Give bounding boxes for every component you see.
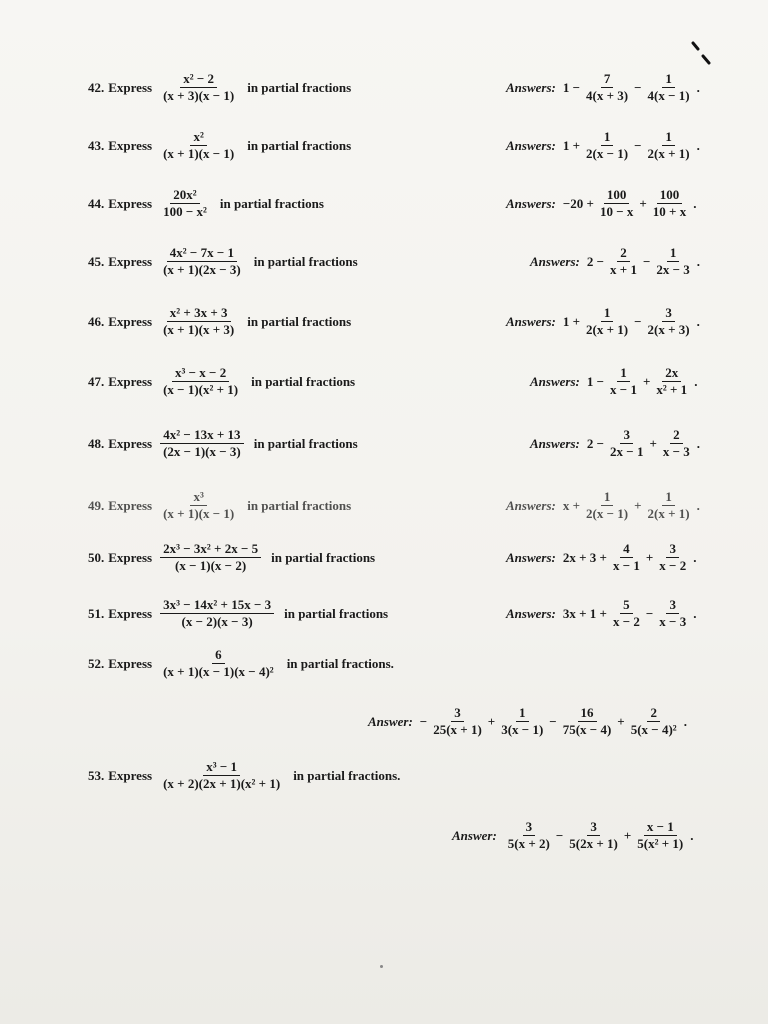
- problem-49: [88, 490, 351, 521]
- problem-suffix: in partial fractions: [251, 373, 356, 389]
- answer-fraction-numerator: 100: [604, 188, 630, 204]
- problem-fraction-numerator: x³ − 1: [203, 760, 240, 776]
- problem-number: 45.: [88, 253, 105, 269]
- answer-fraction-denominator: 2(x + 1): [647, 146, 690, 161]
- problem-fraction-denominator: 100 − x²: [163, 204, 207, 219]
- problem-50: [88, 542, 375, 573]
- problem-fraction-denominator: (2x − 1)(x − 3): [163, 444, 241, 459]
- express-word: Express: [108, 435, 153, 451]
- answer-fraction-denominator: 25(x + 1): [433, 722, 482, 737]
- answer-fraction-numerator: 3: [587, 820, 600, 836]
- answer-fraction-numerator: x − 1: [644, 820, 677, 836]
- answer-fraction-numerator: 1: [516, 706, 529, 722]
- answer-fraction: [653, 246, 692, 277]
- problem-fraction-denominator: (x + 1)(x + 3): [163, 322, 235, 337]
- problem-fraction-denominator: (x − 1)(x² + 1): [163, 382, 239, 397]
- problem-number: 52.: [88, 655, 105, 671]
- answer-period: .: [693, 605, 697, 621]
- answer-fraction-numerator: 2x: [662, 366, 681, 382]
- answer-fraction-denominator: x − 1: [610, 382, 637, 397]
- paper-speck: [380, 965, 383, 968]
- problem-42: [88, 72, 351, 103]
- answer-fraction-denominator: 3(x − 1): [501, 722, 544, 737]
- answer-term: 1 +: [562, 313, 581, 329]
- answer-label: Answers:: [506, 313, 556, 329]
- answer-fraction-denominator: x − 1: [612, 558, 640, 573]
- problem-fraction: [160, 246, 244, 277]
- problem-number: 51.: [88, 605, 105, 621]
- answer-fraction: [645, 72, 693, 103]
- problem-fraction-numerator: 3x³ − 14x² + 15x − 3: [160, 598, 274, 614]
- problem-suffix: in partial fractions: [247, 137, 352, 153]
- answer-term: 1 −: [586, 373, 605, 389]
- problem-number: 48.: [88, 435, 105, 451]
- answer-label: Answers:: [506, 605, 556, 621]
- problem-number: 53.: [88, 767, 105, 783]
- answer-fraction: [566, 820, 621, 851]
- answer-fraction: [583, 306, 631, 337]
- answer-term: +: [623, 827, 632, 843]
- answer-fraction: [607, 366, 640, 397]
- problem-number: 44.: [88, 195, 105, 211]
- answer-fraction-numerator: 1: [601, 306, 614, 322]
- problem-suffix: in partial fractions.: [293, 767, 401, 783]
- answer-45: [530, 246, 700, 277]
- answer-fraction: [583, 490, 631, 521]
- problem-fraction: [160, 760, 283, 791]
- answer-fraction-numerator: 2: [617, 246, 630, 262]
- problem-46: [88, 306, 351, 337]
- answer-label: Answer:: [368, 713, 413, 729]
- answer-fraction-denominator: x − 2: [659, 558, 687, 573]
- problem-number: 50.: [88, 549, 105, 565]
- express-word: Express: [108, 253, 153, 269]
- answer-fraction-denominator: x − 3: [662, 444, 690, 459]
- answer-fraction-numerator: 3: [666, 598, 679, 614]
- problem-number: 43.: [88, 137, 105, 153]
- answer-fraction-denominator: 10 − x: [599, 204, 634, 219]
- answer-fraction-denominator: x − 3: [659, 614, 687, 629]
- answer-42: [506, 72, 700, 103]
- answer-period: .: [696, 435, 701, 451]
- express-word: Express: [108, 605, 153, 621]
- answer-fraction-numerator: 2: [647, 706, 660, 722]
- problem-suffix: in partial fractions: [247, 79, 352, 95]
- answer-period: .: [694, 373, 698, 389]
- answer-fraction-denominator: 2(x + 3): [647, 322, 690, 337]
- answer-46: [506, 306, 700, 337]
- answer-term: +: [639, 195, 647, 211]
- problem-fraction-numerator: 20x²: [170, 188, 199, 204]
- answer-48: [530, 428, 700, 459]
- problem-43: [88, 130, 351, 161]
- answer-53: [452, 820, 694, 851]
- answer-fraction-denominator: 5(x² + 1): [637, 836, 684, 851]
- answer-fraction-numerator: 1: [667, 246, 680, 262]
- answer-fraction: [628, 706, 680, 737]
- problem-fraction: [160, 72, 237, 103]
- answer-fraction-denominator: 2(x + 1): [647, 506, 690, 521]
- problem-fraction-numerator: x³: [190, 490, 206, 506]
- answer-fraction: [645, 306, 693, 337]
- answer-term: +: [642, 373, 651, 389]
- problem-51: [88, 598, 388, 629]
- express-word: Express: [108, 497, 153, 513]
- answer-fraction-denominator: 2x − 3: [656, 262, 690, 277]
- answer-period: .: [696, 79, 700, 95]
- express-word: Express: [108, 549, 153, 565]
- answer-term: −: [555, 827, 564, 843]
- problem-52: [88, 648, 394, 679]
- answer-period: .: [696, 497, 700, 513]
- problem-fraction-numerator: 2x³ − 3x² + 2x − 5: [160, 542, 261, 558]
- answer-fraction: [607, 428, 646, 459]
- answer-term: +: [645, 549, 654, 565]
- problem-fraction-denominator: (x − 2)(x − 3): [181, 614, 253, 629]
- problem-48: [88, 428, 358, 459]
- express-word: Express: [108, 195, 153, 211]
- answer-fraction-numerator: 1: [662, 72, 675, 88]
- answer-fraction: [653, 366, 690, 397]
- answer-49: [506, 490, 700, 521]
- problem-suffix: in partial fractions: [253, 435, 358, 451]
- problem-fraction: [160, 542, 261, 573]
- problem-53: [88, 760, 400, 791]
- answer-term: 1 +: [562, 137, 581, 153]
- answer-term: −: [642, 253, 651, 269]
- answer-fraction: [610, 542, 643, 573]
- answer-term: +: [487, 713, 496, 729]
- answer-term: −: [634, 313, 642, 329]
- problem-fraction: [160, 648, 277, 679]
- problem-fraction-numerator: 6: [212, 648, 225, 664]
- problem-fraction: [160, 598, 274, 629]
- problem-fraction-denominator: (x + 2)(2x + 1)(x² + 1): [163, 776, 281, 791]
- answer-term: +: [634, 497, 642, 513]
- answer-fraction-numerator: 1: [601, 490, 614, 506]
- answer-period: .: [690, 827, 694, 843]
- answer-label: Answers:: [530, 373, 580, 389]
- answer-period: .: [683, 713, 687, 729]
- problem-suffix: in partial fractions: [284, 605, 389, 621]
- answer-label: Answers:: [506, 79, 556, 95]
- answer-fraction: [560, 706, 615, 737]
- problem-suffix: in partial fractions: [247, 497, 352, 513]
- answer-fraction-numerator: 100: [657, 188, 683, 204]
- problem-fraction-denominator: (x + 1)(x − 1): [163, 506, 235, 521]
- answer-term: 3x + 1 +: [562, 605, 607, 621]
- answer-term: −: [634, 79, 642, 95]
- answer-fraction-denominator: x² + 1: [656, 382, 688, 397]
- problem-fraction-numerator: x² − 2: [180, 72, 217, 88]
- problem-fraction-denominator: (x + 1)(x − 1)(x − 4)²: [163, 664, 274, 679]
- express-word: Express: [108, 373, 153, 389]
- problem-number: 42.: [88, 79, 105, 95]
- answer-fraction-numerator: 3: [620, 428, 633, 444]
- answer-fraction-denominator: 5(2x + 1): [569, 836, 618, 851]
- answer-period: .: [696, 313, 700, 329]
- answer-period: .: [693, 549, 697, 565]
- answer-fraction-numerator: 1: [662, 130, 675, 146]
- answer-term: 2 −: [586, 253, 605, 269]
- answer-label: Answers:: [530, 435, 580, 451]
- express-word: Express: [108, 79, 153, 95]
- answer-51: [506, 598, 696, 629]
- answer-term: 2x + 3 +: [562, 549, 607, 565]
- answer-term: 2 −: [586, 435, 605, 451]
- answer-fraction: [634, 820, 686, 851]
- answer-period: .: [696, 137, 700, 153]
- problem-fraction-denominator: (x + 1)(2x − 3): [163, 262, 241, 277]
- answer-fraction-denominator: 5(x − 4)²: [630, 722, 677, 737]
- answer-fraction-denominator: 2(x − 1): [586, 146, 629, 161]
- answer-term: x +: [562, 497, 581, 513]
- problem-fraction-denominator: (x + 1)(x − 1): [163, 146, 235, 161]
- express-word: Express: [108, 313, 153, 329]
- express-word: Express: [108, 655, 153, 671]
- answer-fraction: [583, 72, 631, 103]
- answer-fraction-numerator: 4: [620, 542, 633, 558]
- answer-fraction: [645, 490, 693, 521]
- answer-fraction-numerator: 3: [666, 542, 679, 558]
- pen-mark-icon: [690, 40, 712, 66]
- answer-fraction-numerator: 1: [662, 490, 675, 506]
- answer-fraction-numerator: 16: [578, 706, 597, 722]
- answer-fraction: [607, 246, 640, 277]
- answer-term: −: [634, 137, 642, 153]
- answer-term: +: [649, 435, 657, 451]
- answer-period: .: [693, 195, 697, 211]
- problem-44: [88, 188, 324, 219]
- answer-44: [506, 188, 696, 219]
- answer-fraction-numerator: 3: [523, 820, 536, 836]
- problem-suffix: in partial fractions: [247, 313, 352, 329]
- answer-label: Answers:: [506, 195, 556, 211]
- problem-fraction-denominator: (x + 3)(x − 1): [163, 88, 235, 103]
- answer-fraction-denominator: x − 2: [612, 614, 640, 629]
- problem-fraction-numerator: x³ − x − 2: [172, 366, 229, 382]
- answer-fraction-denominator: 75(x − 4): [562, 722, 612, 737]
- problem-fraction: [160, 188, 210, 219]
- problem-suffix: in partial fractions: [271, 549, 376, 565]
- answer-term: −: [645, 605, 654, 621]
- answer-fraction-denominator: x + 1: [610, 262, 637, 277]
- express-word: Express: [108, 767, 153, 783]
- answer-fraction-denominator: 2(x − 1): [586, 506, 629, 521]
- answer-fraction-denominator: 5(x + 2): [507, 836, 550, 851]
- answer-period: .: [696, 253, 701, 269]
- answer-fraction-denominator: 2x − 1: [610, 444, 644, 459]
- answer-label: Answer:: [452, 827, 497, 843]
- problem-suffix: in partial fractions: [253, 253, 358, 269]
- answer-term: −: [419, 713, 428, 729]
- answer-fraction: [656, 598, 689, 629]
- problem-fraction: [160, 366, 241, 397]
- answer-fraction: [656, 542, 689, 573]
- answer-term: −: [549, 713, 557, 729]
- answer-fraction-denominator: 10 + x: [652, 204, 687, 219]
- express-word: Express: [108, 137, 153, 153]
- answer-fraction: [660, 428, 693, 459]
- answer-fraction: [583, 130, 631, 161]
- answer-fraction-denominator: 2(x + 1): [586, 322, 629, 337]
- problem-fraction-numerator: 4x² − 7x − 1: [167, 246, 237, 262]
- answer-fraction-numerator: 5: [620, 598, 633, 614]
- answer-term: 1 −: [562, 79, 581, 95]
- answer-fraction: [505, 820, 553, 851]
- answer-fraction: [645, 130, 693, 161]
- answer-label: Answers:: [506, 497, 556, 513]
- answer-50: [506, 542, 696, 573]
- problem-45: [88, 246, 358, 277]
- problem-fraction: [160, 490, 237, 521]
- problem-suffix: in partial fractions: [219, 195, 324, 211]
- answer-fraction-numerator: 1: [617, 366, 630, 382]
- problem-suffix: in partial fractions.: [286, 655, 394, 671]
- answer-52: [368, 706, 687, 737]
- answer-fraction-numerator: 3: [662, 306, 675, 322]
- problem-fraction: [160, 428, 244, 459]
- problem-number: 47.: [88, 373, 105, 389]
- answer-43: [506, 130, 700, 161]
- problem-fraction: [160, 130, 237, 161]
- problem-fraction-numerator: 4x² − 13x + 13: [160, 428, 243, 444]
- answer-term: +: [617, 713, 625, 729]
- answer-fraction-denominator: 4(x − 1): [647, 88, 690, 103]
- answer-fraction: [610, 598, 643, 629]
- problem-47: [88, 366, 355, 397]
- answer-fraction-numerator: 7: [601, 72, 614, 88]
- problem-fraction-denominator: (x − 1)(x − 2): [175, 558, 247, 573]
- answer-label: Answers:: [506, 137, 556, 153]
- problem-number: 49.: [88, 497, 105, 513]
- answer-fraction: [430, 706, 485, 737]
- problem-fraction: [160, 306, 237, 337]
- answer-label: Answers:: [530, 253, 580, 269]
- answer-label: Answers:: [506, 549, 556, 565]
- answer-fraction-numerator: 1: [601, 130, 614, 146]
- problem-number: 46.: [88, 313, 105, 329]
- answer-fraction: [597, 188, 636, 219]
- answer-47: [530, 366, 697, 397]
- answer-fraction: [650, 188, 689, 219]
- answer-fraction-denominator: 4(x + 3): [586, 88, 629, 103]
- answer-fraction-numerator: 2: [670, 428, 683, 444]
- problem-fraction-numerator: x²: [190, 130, 206, 146]
- problem-fraction-numerator: x² + 3x + 3: [167, 306, 231, 322]
- answer-fraction-numerator: 3: [451, 706, 464, 722]
- answer-term: −20 +: [562, 195, 594, 211]
- answer-fraction: [498, 706, 546, 737]
